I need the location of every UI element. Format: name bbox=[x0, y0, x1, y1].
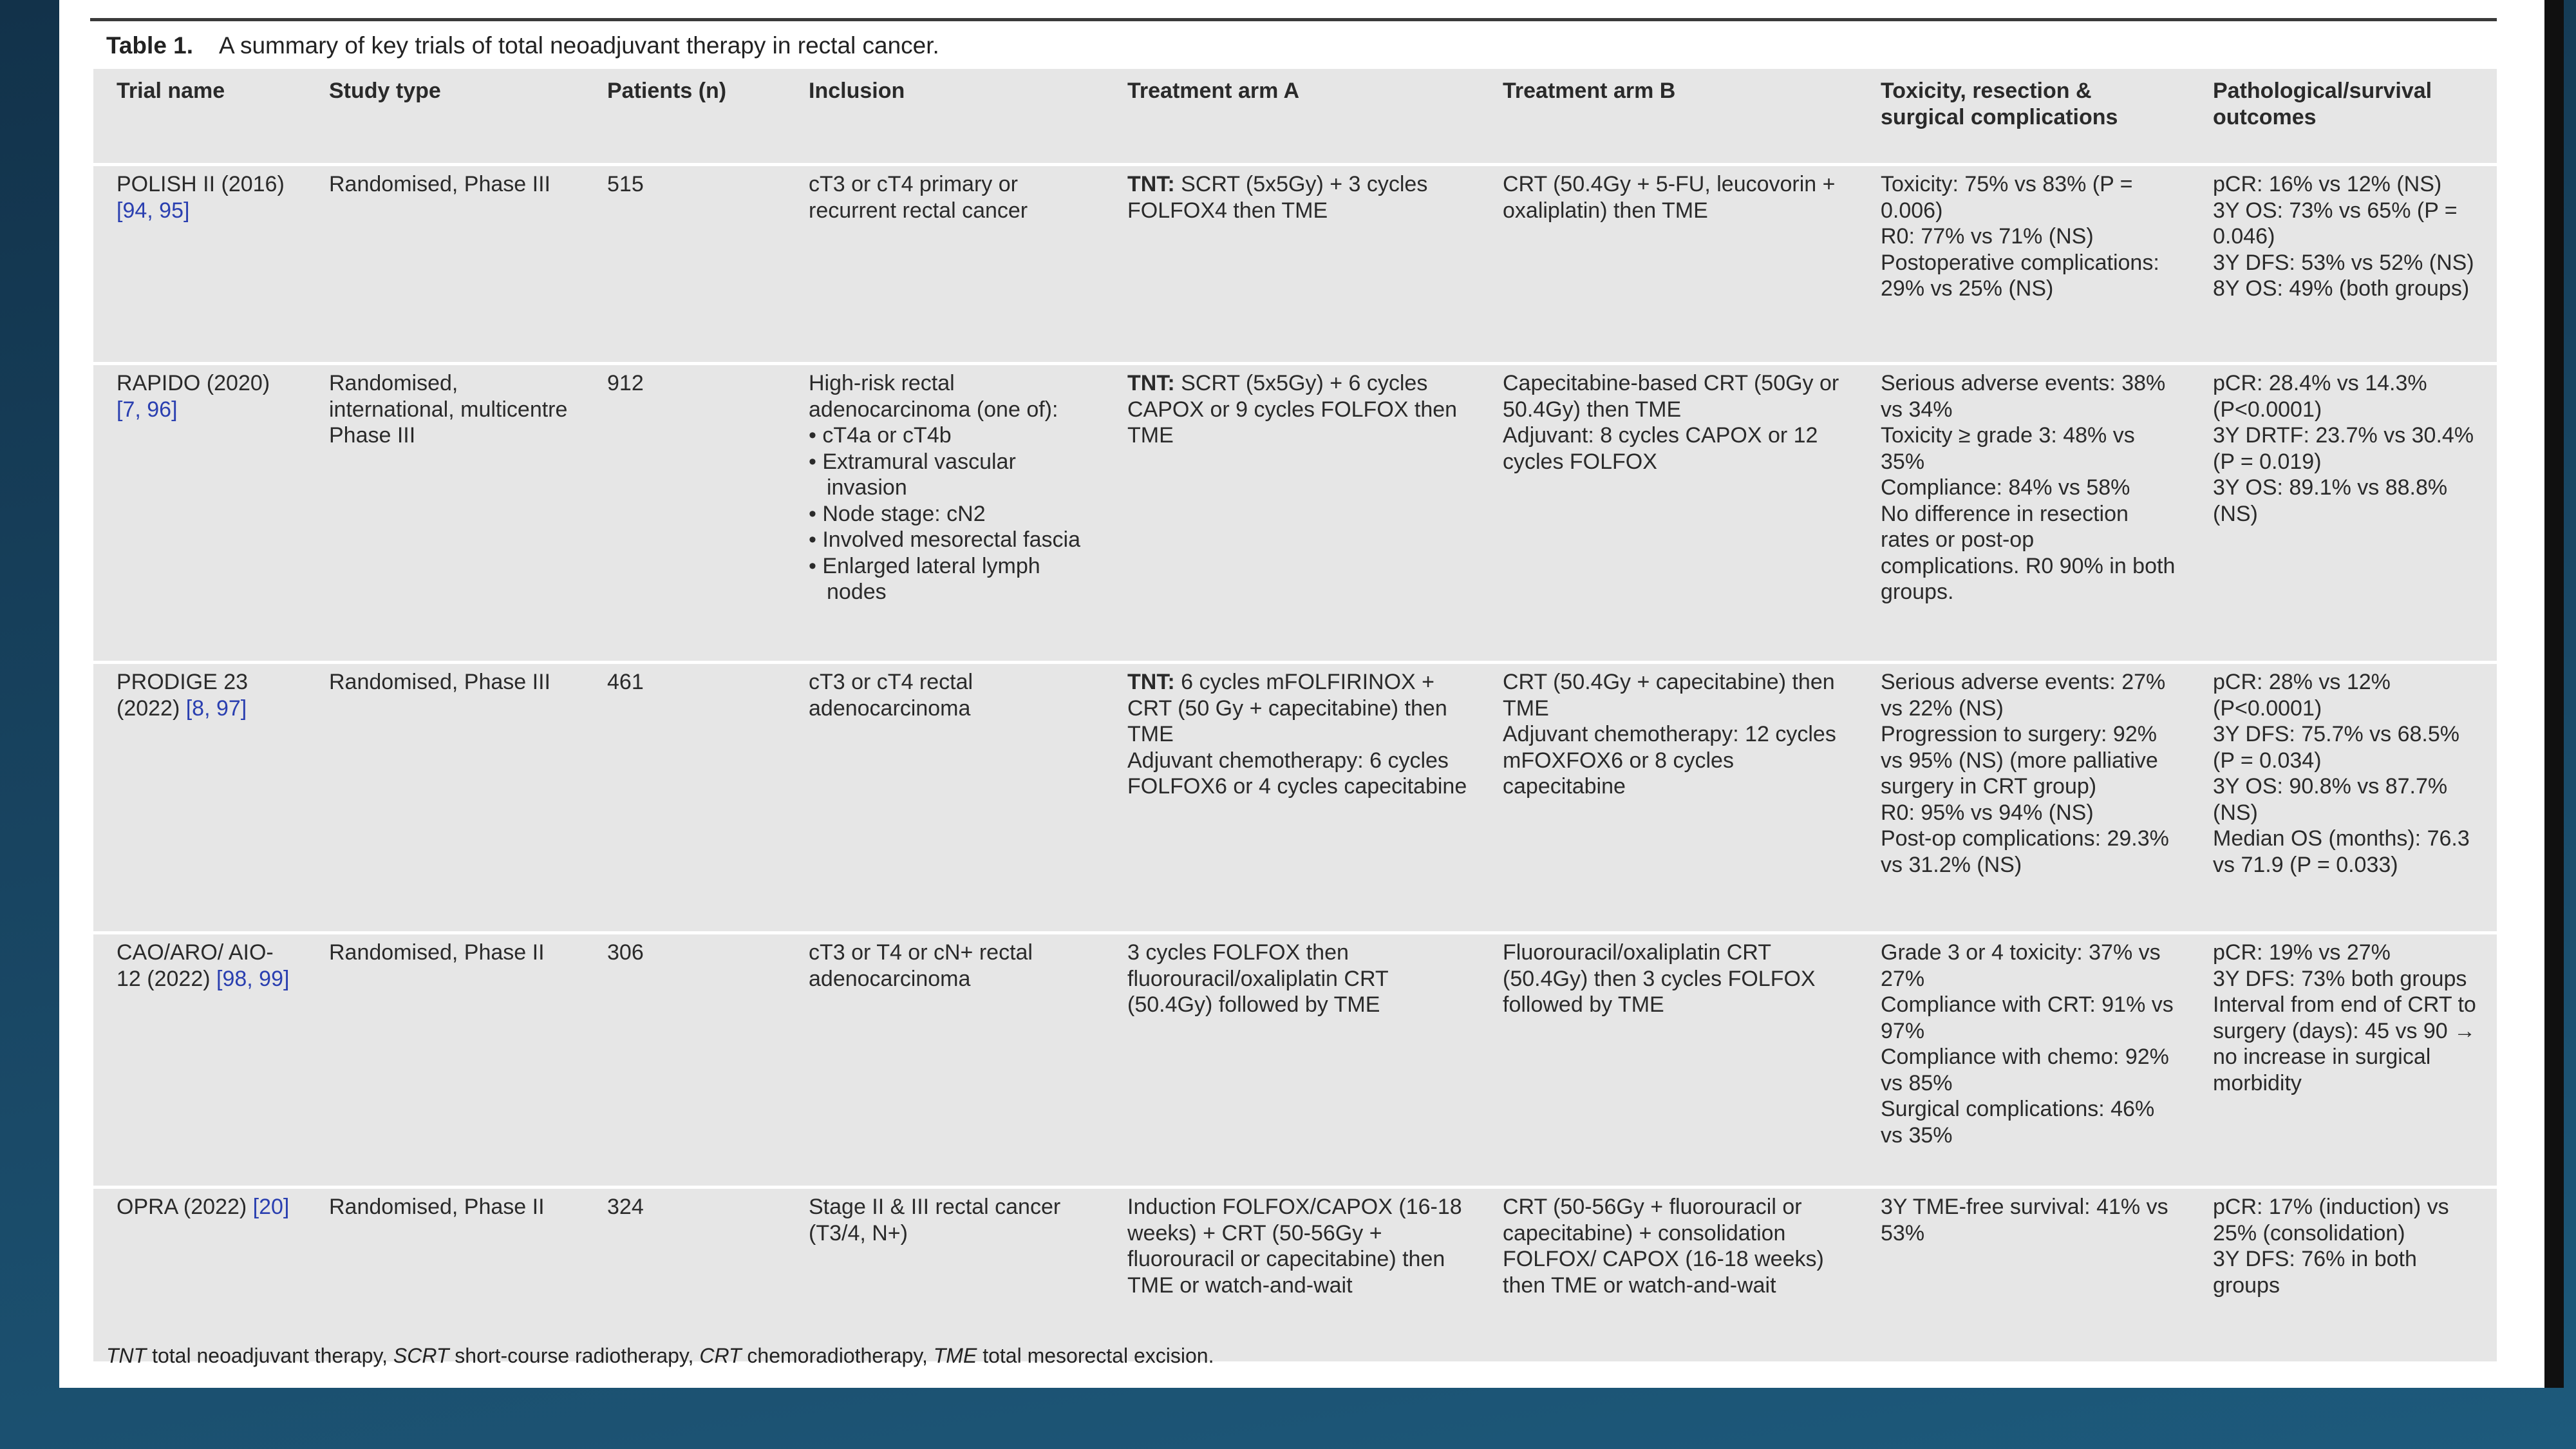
footnote-definition: total neoadjuvant therapy, bbox=[146, 1344, 393, 1367]
outcome-line: pCR: 19% vs 27% bbox=[2213, 940, 2391, 965]
toxicity-line: Grade 3 or 4 toxicity: 37% vs 27% bbox=[1881, 940, 2161, 991]
cell-arm-b bbox=[1480, 664, 1857, 934]
trial-reference: [8, 97] bbox=[185, 696, 247, 721]
cell-arm-b bbox=[1480, 166, 1857, 365]
outcome-line: 3Y DFS: 75.7% vs 68.5% (P = 0.034) bbox=[2213, 722, 2460, 773]
header-arm-b: Treatment arm B bbox=[1480, 69, 1857, 166]
inclusion-line: Stage II & III rectal cancer (T3/4, N+) bbox=[809, 1195, 1061, 1245]
trials-table bbox=[93, 69, 2497, 1365]
toxicity-line: Compliance: 84% vs 58% bbox=[1881, 475, 2130, 500]
trial-reference: [20] bbox=[252, 1195, 290, 1219]
table-label: Table 1. bbox=[106, 32, 194, 59]
cell-arm-a bbox=[1104, 1189, 1480, 1365]
header-row bbox=[93, 69, 2497, 166]
table-body bbox=[93, 166, 2497, 1365]
inclusion-line: cT3 or cT4 primary or recurrent rectal cancer bbox=[809, 172, 1028, 223]
inclusion-line: cT3 or T4 or cN+ rectal adenocarcinoma bbox=[809, 940, 1033, 991]
arm-b-line: CRT (50.4Gy + capecitabine) then TME bbox=[1503, 670, 1835, 721]
arm-b-line: Capecitabine-based CRT (50Gy or 50.4Gy) then TME bbox=[1503, 371, 1839, 422]
footnote-abbreviation: TME bbox=[933, 1344, 977, 1367]
outcome-line: Interval from end of CRT to surgery (days): 45 vs 90 → no increase in surgical morbidity bbox=[2213, 992, 2476, 1095]
inclusion-line: High-risk rectal adenocarcinoma (one of): bbox=[809, 371, 1058, 422]
arm-a-line: TNT: SCRT (5x5Gy) + 6 cycles CAPOX or 9 cycles FOLFOX then TME bbox=[1127, 371, 1458, 448]
footnote-definition: total mesorectal excision. bbox=[977, 1344, 1214, 1367]
outcome-line: 8Y OS: 49% (both groups) bbox=[2213, 276, 2470, 301]
toxicity-line: 3Y TME-free survival: 41% vs 53% bbox=[1881, 1195, 2168, 1245]
outcome-line: 3Y DRTF: 23.7% vs 30.4% (P = 0.019) bbox=[2213, 423, 2474, 474]
cell-toxicity bbox=[1857, 934, 2190, 1189]
cell-trial-name bbox=[93, 664, 306, 934]
cell-toxicity bbox=[1857, 1189, 2190, 1365]
tnt-prefix: TNT: bbox=[1127, 670, 1181, 694]
arm-b-line: CRT (50-56Gy + fluorouracil or capecitabine) + consolidation FOLFOX/ CAPOX (16-18 weeks) then TME or watch-and-wait bbox=[1503, 1195, 1824, 1298]
inclusion-bullet: • Node stage: cN2 bbox=[809, 501, 986, 526]
cell-patients: 461 bbox=[584, 664, 785, 934]
header-inclusion: Inclusion bbox=[785, 69, 1104, 166]
inclusion-bullet: • Extramural vascular invasion bbox=[809, 449, 1016, 500]
outcome-line: 3Y DFS: 53% vs 52% (NS) bbox=[2213, 250, 2474, 275]
cell-patients: 324 bbox=[584, 1189, 785, 1365]
cell-arm-a bbox=[1104, 664, 1480, 934]
outcome-line: 3Y OS: 90.8% vs 87.7% (NS) bbox=[2213, 774, 2448, 825]
trial-reference: [98, 99] bbox=[216, 966, 290, 991]
table-footnote bbox=[106, 1344, 1214, 1368]
trial-reference: [7, 96] bbox=[117, 397, 178, 422]
cell-inclusion bbox=[785, 934, 1104, 1189]
arm-a-line: Adjuvant chemotherapy: 6 cycles FOLFOX6 or 4 cycles capecitabine bbox=[1127, 748, 1467, 799]
trial-reference: [94, 95] bbox=[117, 198, 190, 223]
cell-study-type: Randomised, Phase II bbox=[306, 934, 584, 1189]
cell-trial-name bbox=[93, 166, 306, 365]
header-toxicity: Toxicity, resection & surgical complications bbox=[1857, 69, 2190, 166]
cell-toxicity bbox=[1857, 664, 2190, 934]
cell-arm-b bbox=[1480, 365, 1857, 664]
outcome-line: 3Y OS: 73% vs 65% (P = 0.046) bbox=[2213, 198, 2458, 249]
top-rule bbox=[90, 18, 2497, 21]
trial-name: CAO/ARO/ AIO-12 (2022) bbox=[117, 940, 274, 991]
cell-outcomes bbox=[2190, 664, 2497, 934]
slide-border bbox=[2544, 0, 2564, 1388]
cell-study-type: Randomised, Phase III bbox=[306, 166, 584, 365]
trial-name: RAPIDO (2020) bbox=[117, 371, 270, 395]
arm-a-line: 3 cycles FOLFOX then fluorouracil/oxaliplatin CRT (50.4Gy) followed by TME bbox=[1127, 940, 1389, 1017]
arm-a-line: TNT: 6 cycles mFOLFIRINOX + CRT (50 Gy + capecitabine) then TME bbox=[1127, 670, 1447, 746]
cell-toxicity bbox=[1857, 166, 2190, 365]
inclusion-bullet: • Enlarged lateral lymph nodes bbox=[809, 553, 1040, 604]
cell-inclusion bbox=[785, 1189, 1104, 1365]
trial-name: PRODIGE 23 (2022) bbox=[117, 670, 249, 721]
toxicity-line: Surgical complications: 46% vs 35% bbox=[1881, 1097, 2155, 1148]
toxicity-line: Compliance with chemo: 92% vs 85% bbox=[1881, 1045, 2169, 1095]
arm-b-line: Adjuvant chemotherapy: 12 cycles mFOXFOX6 or 8 cycles capecitabine bbox=[1503, 722, 1836, 799]
table-row bbox=[93, 166, 2497, 365]
inclusion-bullet: • Involved mesorectal fascia bbox=[809, 527, 1080, 552]
tnt-prefix: TNT: bbox=[1127, 371, 1181, 395]
toxicity-line: Progression to surgery: 92% vs 95% (NS) (more palliative surgery in CRT group) bbox=[1881, 722, 2158, 799]
footnote-abbreviation: SCRT bbox=[393, 1344, 449, 1367]
toxicity-line: R0: 77% vs 71% (NS) bbox=[1881, 224, 2094, 249]
tnt-prefix: TNT: bbox=[1127, 172, 1181, 196]
toxicity-line: Postoperative complications: 29% vs 25% (NS) bbox=[1881, 250, 2159, 301]
cell-study-type: Randomised, Phase III bbox=[306, 664, 584, 934]
cell-trial-name bbox=[93, 934, 306, 1189]
cell-toxicity bbox=[1857, 365, 2190, 664]
arm-a-line: TNT: SCRT (5x5Gy) + 3 cycles FOLFOX4 then TME bbox=[1127, 172, 1428, 223]
cell-study-type: Randomised, Phase II bbox=[306, 1189, 584, 1365]
outcome-line: pCR: 28.4% vs 14.3% (P<0.0001) bbox=[2213, 371, 2427, 422]
toxicity-line: Serious adverse events: 27% vs 22% (NS) bbox=[1881, 670, 2166, 721]
toxicity-line: Serious adverse events: 38% vs 34% bbox=[1881, 371, 2166, 422]
cell-inclusion bbox=[785, 365, 1104, 664]
table-row bbox=[93, 664, 2497, 934]
table-row bbox=[93, 1189, 2497, 1365]
cell-arm-a bbox=[1104, 365, 1480, 664]
toxicity-line: Toxicity: 75% vs 83% (P = 0.006) bbox=[1881, 172, 2133, 223]
toxicity-line: No difference in resection rates or post-op complications. R0 90% in both groups. bbox=[1881, 501, 2176, 604]
outcome-line: Median OS (months): 76.3 vs 71.9 (P = 0.033) bbox=[2213, 826, 2470, 877]
outcome-line: pCR: 28% vs 12% (P<0.0001) bbox=[2213, 670, 2391, 721]
cell-arm-b bbox=[1480, 934, 1857, 1189]
cell-inclusion bbox=[785, 166, 1104, 365]
outcome-line: 3Y DFS: 73% both groups bbox=[2213, 966, 2467, 991]
trial-name: POLISH II (2016) bbox=[117, 172, 285, 196]
cell-study-type: Randomised, international, multicentre Phase III bbox=[306, 365, 584, 664]
toxicity-line: Toxicity ≥ grade 3: 48% vs 35% bbox=[1881, 423, 2135, 474]
table-title: A summary of key trials of total neoadjuvant therapy in rectal cancer. bbox=[219, 32, 939, 59]
header-study-type: Study type bbox=[306, 69, 584, 166]
header-patients: Patients (n) bbox=[584, 69, 785, 166]
cell-arm-a bbox=[1104, 934, 1480, 1189]
inclusion-bullet: • cT4a or cT4b bbox=[809, 423, 952, 448]
table-caption bbox=[106, 32, 939, 59]
toxicity-line: R0: 95% vs 94% (NS) bbox=[1881, 800, 2094, 825]
cell-patients: 515 bbox=[584, 166, 785, 365]
table-row bbox=[93, 365, 2497, 664]
cell-outcomes bbox=[2190, 1189, 2497, 1365]
outcome-line: 3Y DFS: 76% in both groups bbox=[2213, 1247, 2417, 1298]
arm-b-line: Fluorouracil/oxaliplatin CRT (50.4Gy) then 3 cycles FOLFOX followed by TME bbox=[1503, 940, 1816, 1017]
arm-b-line: Adjuvant: 8 cycles CAPOX or 12 cycles FOLFOX bbox=[1503, 423, 1818, 474]
table-wrapper bbox=[93, 69, 2497, 1338]
header-trial-name: Trial name bbox=[93, 69, 306, 166]
cell-arm-a bbox=[1104, 166, 1480, 365]
cell-inclusion bbox=[785, 664, 1104, 934]
header-outcomes: Pathological/survival outcomes bbox=[2190, 69, 2497, 166]
cell-trial-name bbox=[93, 365, 306, 664]
footnote-definition: chemoradiotherapy, bbox=[741, 1344, 934, 1367]
outcome-line: pCR: 16% vs 12% (NS) bbox=[2213, 172, 2442, 196]
outcome-line: 3Y OS: 89.1% vs 88.8% (NS) bbox=[2213, 475, 2448, 526]
header-arm-a: Treatment arm A bbox=[1104, 69, 1480, 166]
toxicity-line: Compliance with CRT: 91% vs 97% bbox=[1881, 992, 2174, 1043]
footnote-abbreviation: CRT bbox=[699, 1344, 742, 1367]
inclusion-line: cT3 or cT4 rectal adenocarcinoma bbox=[809, 670, 973, 721]
cell-trial-name bbox=[93, 1189, 306, 1365]
toxicity-line: Post-op complications: 29.3% vs 31.2% (NS) bbox=[1881, 826, 2169, 877]
trial-name: OPRA (2022) bbox=[117, 1195, 253, 1219]
cell-outcomes bbox=[2190, 934, 2497, 1189]
cell-arm-b bbox=[1480, 1189, 1857, 1365]
cell-patients: 912 bbox=[584, 365, 785, 664]
arm-a-line: Induction FOLFOX/CAPOX (16-18 weeks) + CRT (50-56Gy + fluorouracil or capecitabine) then TME or watch-and-wait bbox=[1127, 1195, 1462, 1298]
footnote-abbreviation: TNT bbox=[106, 1344, 147, 1367]
cell-outcomes bbox=[2190, 365, 2497, 664]
footnote-definition: short-course radiotherapy, bbox=[449, 1344, 700, 1367]
table-row bbox=[93, 934, 2497, 1189]
cell-outcomes bbox=[2190, 166, 2497, 365]
arm-b-line: CRT (50.4Gy + 5-FU, leucovorin + oxaliplatin) then TME bbox=[1503, 172, 1836, 223]
outcome-line: pCR: 17% (induction) vs 25% (consolidation) bbox=[2213, 1195, 2449, 1245]
cell-patients: 306 bbox=[584, 934, 785, 1189]
